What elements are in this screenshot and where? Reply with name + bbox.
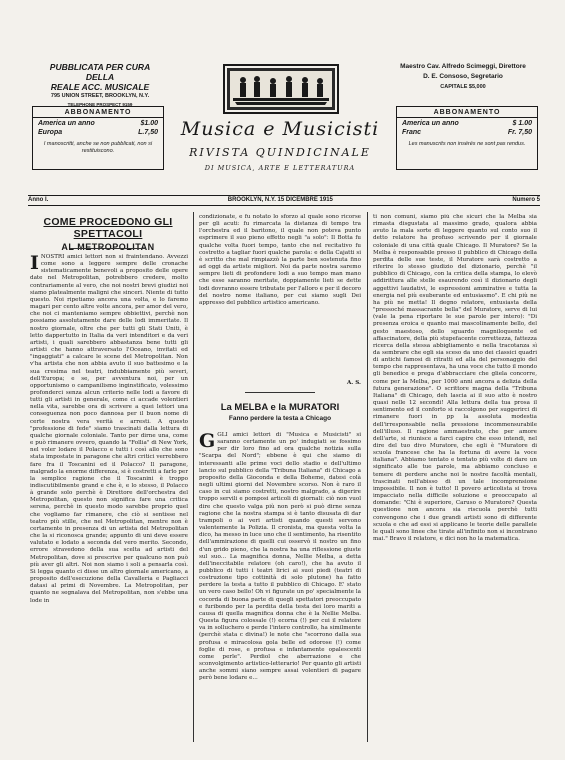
article2-continuation: ti non comuni, siamo più che sicuri che la Melba sia rimasta disgustata al massimo grado, qualora abbia avuto la mala sorte di leggere quanto sul conto suo il detto relatore ha profuso scrivendo per il giornale coloniale di una città quale Chicago. Il Muratore? Se la Melba è responsabile presso il pubblico di Chicago della perdita delle sue teste, il Muratore sarà costretto a riferire lo stesso giudizio del dizionario, perchè "il pubblico di Chicago, con la critica della stampa, lo elevò addirittura alle stelle esaurendo così il dizionario degli aggettivi laudativi, le espressioni ammirative e tutta la energia nel più esuberante ed entusiasmo". E chi più ne ha più ne metta! Il degno relatore, entusiasta della "pressoché massacrante bella" del Muratore, serve di lui (vale la pena riportare le sue parole per intero): "Di presenza eroica e quanto mai mascolinamente bello, del gesto maestoso, dello sguardo magniloquente ed affascinatore, della più stupefacente correttezza, fattezza ricerca della stessa abbigliamento e nella tracotanza sì da sembrare che egli sia sceso da uno dei classici quadri di antichi famosi di ritratti ed alla del personaggio del tempo che rappresentava, ha una voce che tutto il mondo gli benedice e prega d'abbracciare che gliela concorre, come per la Melba, per 1000 anni ancora a delizia della futura generazione". O scrittore magna della "Tribuna Italiana" di Chicago, deh lascia ai il suo atto è nostro quasi nelle 12 secondi! Alla lettura della tua prosa il sentimento ed il conforto si raccolgono per suggerirci di rimanere fuori in pp la assoluta modestia dell'irresponsabile nella pressione incommensurabile dell'illuso. Il ragione ammaestrato, che per amore dell'arte, si riunisce a farci capire che esso intendi, nel dire del tuo divo Muratore, che egli è "Muratore di scuola francese che ha la fortuna di avere la voce italiana". Abbiamo tentato e tentato più volte di dare un significato alle tue parole, ma abbiamo concluso e temere di perdere anche noi le nostre facoltà mentali, trascinati nell'abisso di un tale incomprensione impossibile. Il non è tutto! Il povero articolista si trova impacciato nella difficile soluzione e preoccupato al domande: "Chi è superiore, Caruso o Muratore? Questa questione non ancora sia riscuola perchè tutti convengono che i due grandi artisti sono di differente scuola e che ad essi si applicano le teorie delle parallele le quali sono linee che tirate all'infinito non si incontrano mai." Bravo il relatore, e dici non ho la matematica.	[373, 214, 537, 543]
publisher-block	[30, 62, 170, 108]
subscription-box-french	[396, 106, 538, 170]
headline-rule	[70, 248, 146, 249]
article2-subhead: Fanno perdere la testa a Chicago	[228, 415, 332, 422]
newspaper-subtitle: RIVISTA QUINDICINALE	[189, 146, 371, 159]
issue-number: Numero 5	[512, 197, 540, 203]
article-separator	[245, 392, 315, 393]
musicians-illustration	[225, 66, 337, 112]
subscription-heading: ABBONAMENTO	[397, 107, 537, 118]
article2-headline: La MELBA e la MURATORI	[220, 402, 340, 413]
article1-headline: COME PROCEDONO GLI SPETTACOLI	[43, 216, 173, 240]
subscription-price: Fr. 7,50	[507, 129, 532, 136]
newspaper-tagline: DI MUSICA, ARTE E LETTERATURA	[204, 164, 356, 172]
article1-continuation: condizionate, e fu notato lo sforzo al quale sono ricorse per gli acuti: fu rimarcata la distanza di tempo tra l'orchestra ed il baritono, il quale non poteva punto esprimere il suo pieno effetto negli "a solo": Il Botta fu qualche volta fuori tempo, tanto che nel recitativo fu costretto a tagliar fuori qualche parola: e della Cajatti si è scritto che mal rimpiazzò la parte ben sostenuta fino ad oggi da artiste migliori. Noi da parte nostra saremo sempre lieti di profondere lodi a suo tempo man mano che esse saranno meritate, doppiamente lieti se dette lodi dovranno essere tributate per l'alloro e per il decoro del nostro nome italiano, per cui siamo sugli Dei appresso del pubblico artistico americano.	[199, 214, 361, 306]
article1-column2	[199, 214, 361, 380]
article2-column2	[199, 432, 361, 740]
subscription-price: $ 1.00	[512, 120, 532, 127]
secretary-line: D. E. Consoso, Segretario	[423, 73, 503, 80]
article1-subhead: AL METROPOLITAN	[61, 242, 155, 252]
volume-label: Anno I.	[28, 197, 49, 203]
subscription-label: Franc	[402, 129, 422, 136]
article1-header	[28, 216, 188, 252]
article2-column3	[373, 214, 537, 740]
capital-line: CAPITALE $5,000	[440, 84, 486, 90]
manuscripts-note: Les manuscrits non insérés ne sont pas rendus.	[408, 141, 526, 147]
place-date: BROOKLYN, N.Y. 15 DICEMBRE 1915	[227, 197, 333, 203]
article1-signature: A. S.	[346, 380, 361, 386]
subscription-row	[397, 118, 537, 127]
director-line: Maestro Cav. Alfredo Scimeggi, Direttore	[400, 63, 526, 70]
publisher-phone: TELEPHONE PROSPECT 9159	[67, 102, 133, 107]
column-divider	[193, 212, 194, 742]
drop-cap: I	[30, 254, 39, 274]
subscription-box-italian	[32, 106, 164, 170]
article1-body: NOSTRI amici lettori non si fraintendano. Avvezzi come sono a leggere sempre delle cronache sistematicamente benevoli a proposito delle opere date nel Metropolitan, potrebbero credere, molto contrariamente al vero, che noi nostri brevi giudizi noi siamo platealmente maligni che sinceri. Niente di tutto questo. Noi ripetiamo ancora una volta, e lo faremo magari per cento altre volte ancora, per amor del vero, che noi ci manteniamo sempre obbiettivi, perchè non possiamo assolutamente dare delle lodi immeritate. Il nostro giornale, oltre che per tutti gli Stati Uniti, è letto dappertutto in Italia da veri intenditori e da veri artisti, i quali sarebbero abbastanza bene tutti gli artisti che hanno attraversato l'Oceano, invitati ed "ingaggiati" a calcare le scene del Metropolitan. Non v'ha artista che non abbia avuto il suo battesimo e la sua cresima nel teatri, indubbiamente più severi, dell'Europa; e se, per avventura noi, per un opportunismo o campanilismo inginstificato, volessimo profonderci senza alcun criterio nelle lodi a favore di tutti gli artisti in generale, come ci accade volentieri nella vita, sarebbe ora di scrivere a quei lettori una conseguenza non poco dannosa per il buon nome di certe nostra vera verità e arresti. A questo "professione di fede" siamo trascinati dalla lettura di qualche giornale coloniale. Tanto per dirne una, come e può rimanere ovvero, quando la "Follia" di New York, nel voler lodare il Polacco e tutti i così allo che sono stata impostate in paragone che altri critici verrebbero fare fra il Toscanini ed il Polacco? Il paragone, malgrado la enorme differenza, si è costretti a farlo per la semplice ragione che il Toscanini è troppo indiscutibilmente grand e che è, e lo stesso, il Polacco à grande solo perchè è Direttore dell'orchestra del Metropolitan, questo non significa fare una critica serena, perchè in questo modo sarebbe proprio quel che vogliamo far rimanere, che ciò si sentisse nel teatro più stille, che nel Metropolitan, mentre non è certamente in presenza di un artista del Metropolitan che la si riconosca grande; appunto di uni deve essere valutato e lodato a seconda del vero merito. Secondo, errore stravedono della sua scelta ad artisti del Metropolitan, dove si prescrive per qualcuno non può più aver gli altri. Noi non siamo i soli a pensarla così. Si legga quanto ci disse un altro giornale americano, a proposito dell'esecuzione della Cavalleria e Pagliacci datasi al primi di Novembre. La Metropolitan, per quanto ne segnalava del Metropolitan, non s'ebbe una lode in	[30, 254, 188, 604]
publisher-line2: DELLA	[85, 72, 115, 82]
subscription-label: America un anno	[402, 120, 459, 127]
subscription-label: Europa	[38, 129, 63, 136]
subscription-row	[397, 127, 537, 136]
masthead-rule	[28, 195, 540, 196]
subscription-label: America un anno	[38, 120, 95, 127]
subscription-heading: ABBONAMENTO	[33, 107, 163, 118]
subscription-row	[33, 127, 163, 136]
article2-body: GLI amici lettori di "Musica e Musicisti" si saranno certamente un po' indugiati se fossimo per dir loro fino ad ora qualche notizia sulla "Scarpa del Nord"; ebbene è qui che siamo di interessanti alle prime voci dello stadio e dell'ultimo lancio sul pubblico della "Tribuna Italiana" di Chicago a proposito della Gioconda e della Boheme, datesi colà negli ultimi giorni del Novembre scorso. Non è raro il caso in cui siamo costretti, nostro malgrado, a digerire troppo servili e pomposi articoli di giornali: ciò non vuol dire che questo valga più non però si può dirne senza ragione che la nostra stampa si è tanto disusata di dar trampoli o ai veri artisti quando questi servono valentemente la Polizia. Il cronista, ma questa volta la dico, ha messo in luce uno che il sentimento, ha risentito dell'ammirazione di quelli cui osservò il nostro un fino d'un grido pieno, che la nostra ha una riflessione giuste sul suo... La magnifica donna, Nellie Melba, a detta dell'ineccitabile relatore (oh caro!), che ha avuto il pubblico di tutti i teatri lirici ai suoi piedi (teatri di costruzione tipo cottinità di solo plutone) ha fatto perdere la testa a tutto il pubblico di Chicago. E' stato un vero caso bello! Oh vi figurate un po' specialmente la cocorda di buona parte di quegli spettatori preoccupato e furibondo per la perdita della testa dei loro mariti a causa di quella magnifica donna che è la Nellie Melba. Questa figura colossale (!) ecorna (!) per cui il relatore va in solluchero e perde l'intero controllo, ha similmente (perchè stata c divina!) le note che "scorrono dalla sua profusa e miracolosa gola belle ed odorose (!) come foglie di rose, e profusa e infantamente opalescenti come perle". Perdiol che aberrazione e che sconvolgimento artistico-letterario! Per quanto gli artisti anche sommi siano sempre assai volentieri di pagare però bene lodare e...	[199, 432, 361, 682]
publisher-line3: REALE ACC. MUSICALE	[50, 82, 150, 92]
management-block	[388, 62, 538, 93]
subscription-price: $1.00	[140, 120, 158, 127]
newspaper-title: Musica e Musicisti	[180, 118, 380, 140]
article2-header	[199, 402, 361, 422]
column-divider	[367, 212, 368, 742]
drop-cap: G	[199, 432, 216, 452]
masthead-illustration	[223, 64, 339, 114]
subscription-row	[33, 118, 163, 127]
manuscripts-note: I manoscritti, anche se non pubblicati, non si restituiscono.	[43, 141, 153, 154]
article1-column1	[30, 254, 188, 740]
dateline	[28, 197, 540, 206]
publisher-address: 795 UNION STREET, BROOKLYN, N.Y.	[50, 93, 150, 99]
subscription-price: L.7,50	[138, 129, 158, 136]
publisher-line1: PUBBLICATA PER CURA	[49, 62, 151, 72]
